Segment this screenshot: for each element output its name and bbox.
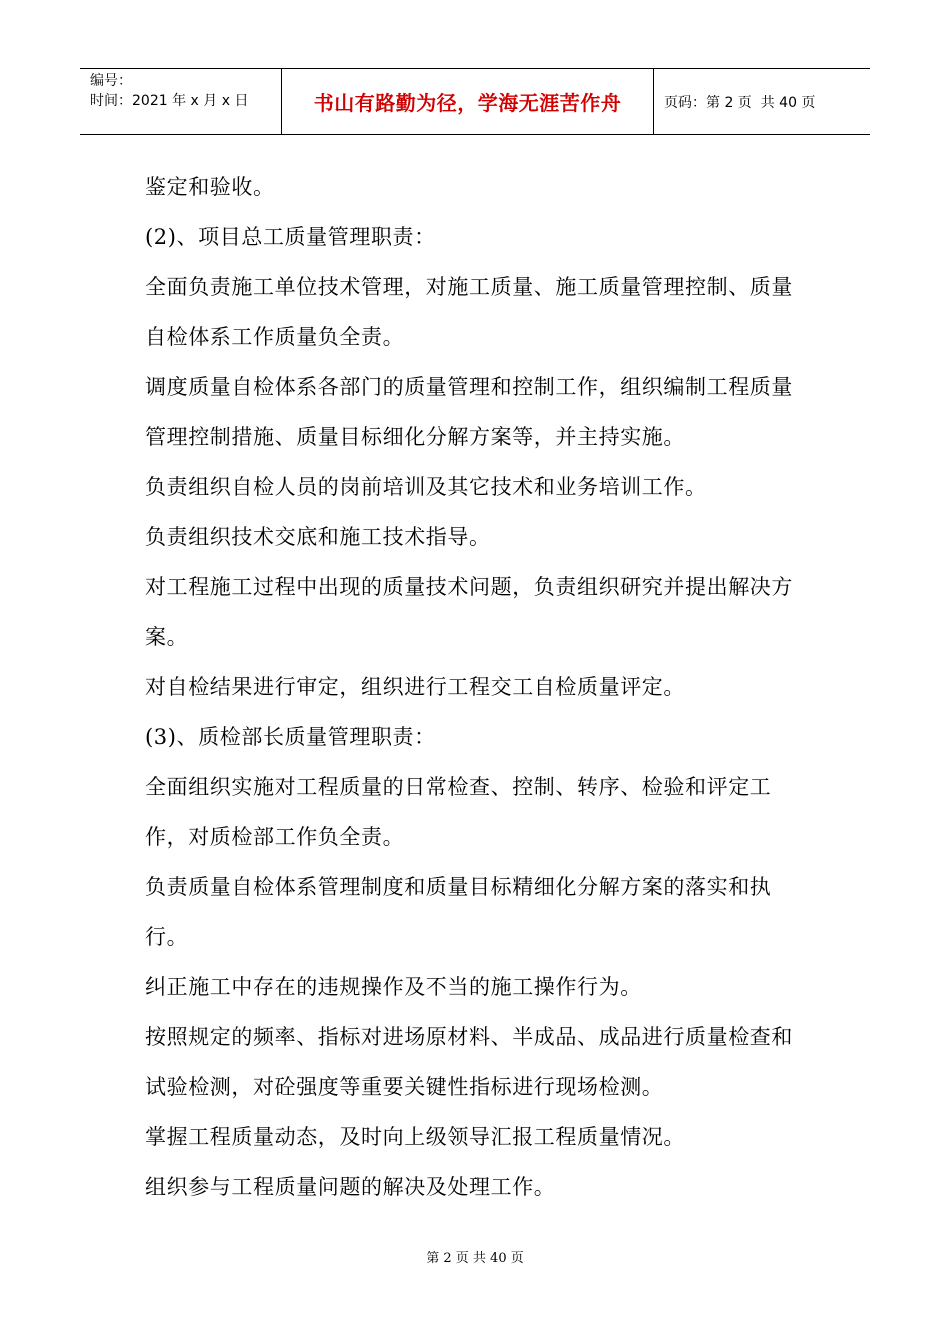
header-meta <box>80 69 282 134</box>
section-heading: (2)、项目总工质量管理职责： <box>145 225 436 249</box>
paragraph: 组织参与工程质量问题的解决及处理工作。 <box>145 1175 556 1199</box>
paragraph: 全面组织实施对工程质量的日常检查、控制、转序、检验和评定工作，对质检部工作负全责。 <box>145 775 772 849</box>
paragraph: 负责组织技术交底和施工技术指导。 <box>145 525 491 549</box>
paragraph: 鉴定和验收。 <box>145 175 275 199</box>
paragraph: 全面负责施工单位技术管理，对施工质量、施工质量管理控制、质量自检体系工作质量负全责。 <box>145 275 793 349</box>
paragraph: 对自检结果进行审定，组织进行工程交工自检质量评定。 <box>145 675 685 699</box>
header-page-code: 页码：第 2 页 共 40 页 <box>664 94 816 111</box>
document-number-label: 编号： <box>90 73 132 89</box>
paragraph: 掌握工程质量动态，及时向上级领导汇报工程质量情况。 <box>145 1125 685 1149</box>
header-motto: 书山有路勤为径，学海无涯苦作舟 <box>313 91 622 115</box>
paragraph: 负责质量自检体系管理制度和质量目标精细化分解方案的落实和执行。 <box>145 875 772 949</box>
paragraph: 对工程施工过程中出现的质量技术问题，负责组织研究并提出解决方案。 <box>145 575 793 649</box>
header-motto-cell <box>282 69 654 134</box>
section-heading: (3)、质检部长质量管理职责： <box>145 725 436 749</box>
document-time-label: 时间：2021 年 x 月 x 日 <box>90 93 249 109</box>
paragraph: 负责组织自检人员的岗前培训及其它技术和业务培训工作。 <box>145 475 707 499</box>
paragraph: 调度质量自检体系各部门的质量管理和控制工作，组织编制工程质量管理控制措施、质量目标细化分解方案等，并主持实施。 <box>145 375 793 449</box>
page-header <box>80 68 870 135</box>
paragraph: 纠正施工中存在的违规操作及不当的施工操作行为。 <box>145 975 642 999</box>
document-body <box>145 162 810 1212</box>
paragraph: 按照规定的频率、指标对进场原材料、半成品、成品进行质量检查和试验检测，对砼强度等重要关键性指标进行现场检测。 <box>145 1025 793 1099</box>
page-footer: 第 2 页 共 40 页 <box>426 1251 524 1266</box>
